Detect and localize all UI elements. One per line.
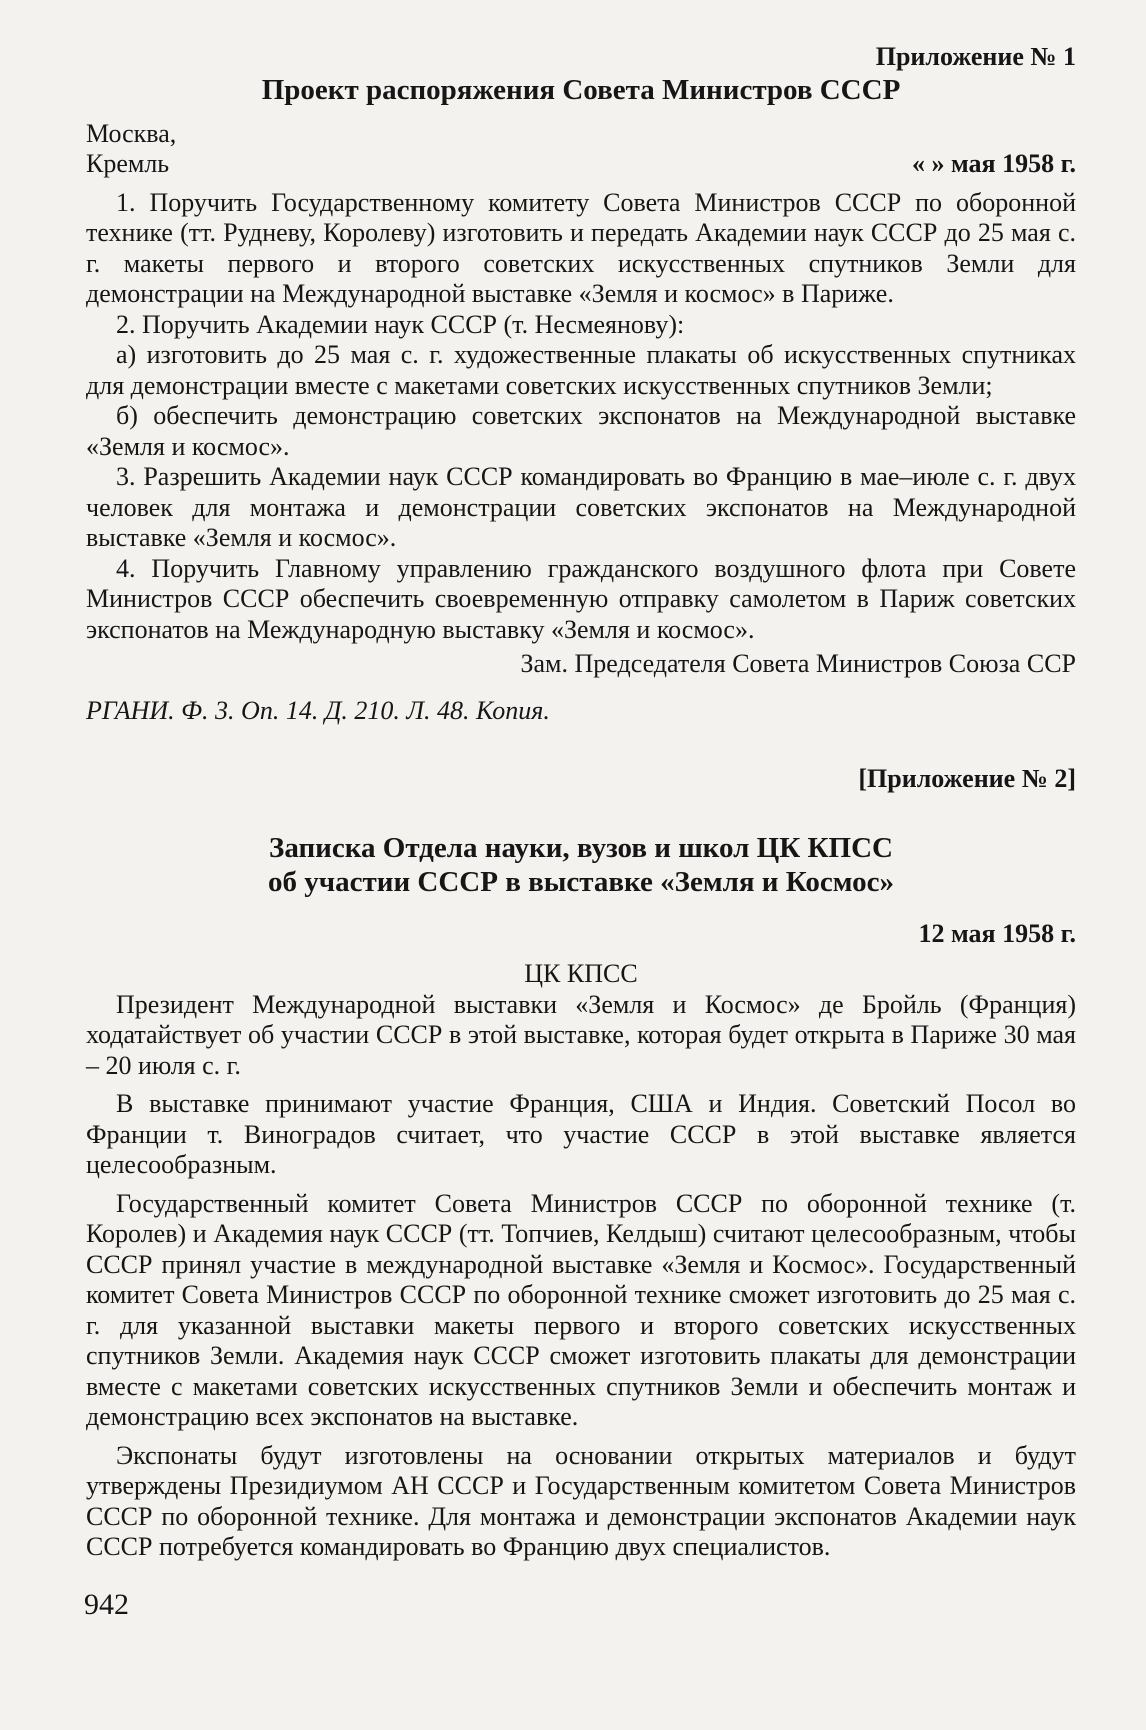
place-date-block xyxy=(86,119,1076,180)
place-line-1: Москва, xyxy=(86,118,177,148)
appendix-2-title-line-2: об участии СССР в выставке «Земля и Космос» xyxy=(268,865,894,898)
appendix-2-title-line-1: Записка Отдела науки, вузов и школ ЦК КПСС xyxy=(269,831,893,864)
note-paragraph-2: В выставке принимают участие Франция, США и Индия. Советский Посол во Франции т. Виноградов считает, что участие СССР в этой выставке является целесообразным. xyxy=(86,1089,1076,1179)
order-item-1: 1. Поручить Государственному комитету Совета Министров СССР по оборонной технике (тт. Рудневу, Королеву) изготовить и передать Академии наук СССР до 25 мая с. г. макеты первого и второго советских искусственных спутников Земли для демонстрации на Международной выставке «Земля и космос» в Париже. xyxy=(86,187,1076,308)
appendix-2-label: [Приложение № 2] xyxy=(858,764,1076,793)
order-item-2a: а) изготовить до 25 мая с. г. художественные плакаты об искусственных спутниках для демонстрации вместе с макетами советских искусственных спутников Земли; xyxy=(86,340,1076,400)
signature: Зам. Председателя Совета Министров Союза ССР xyxy=(520,649,1076,678)
note-paragraph-1: Президент Международной выставки «Земля и Космос» де Бройль (Франция) ходатайствует об участии СССР в этой выставке, которая будет открыта в Париже 30 мая – 20 июля с. г. xyxy=(86,989,1076,1080)
order-item-3: 3. Разрешить Академии наук СССР командировать во Францию в мае–июле с. г. двух человек для монтажа и демонстрации советских экспонатов на Международной выставке «Земля и космос». xyxy=(86,462,1076,552)
appendix-1-date: « » мая 1958 г. xyxy=(912,149,1076,178)
addressee: ЦК КПСС xyxy=(524,959,638,988)
archive-reference: РГАНИ. Ф. 3. Оп. 14. Д. 210. Л. 48. Копия. xyxy=(86,695,550,725)
order-item-2b: б) обеспечить демонстрацию советских экспонатов на Международной выставке «Земля и космос». xyxy=(86,401,1076,461)
appendix-2-title xyxy=(86,831,1076,899)
page-number: 942 xyxy=(84,1588,129,1621)
appendix-2-date: 12 мая 1958 г. xyxy=(918,918,1076,948)
appendix-1-label: Приложение № 1 xyxy=(875,42,1076,71)
order-item-2: 2. Поручить Академии наук СССР (т. Несмеянову): xyxy=(116,309,685,339)
note-paragraph-4: Экспонаты будут изготовлены на основании открытых материалов и будут утверждены Президиумом АН СССР и Государственным комитетом Совета Министров СССР по оборонной технике. Для монтажа и демонстрации экспонатов Академии наук СССР потребуется командировать во Францию двух специалистов. xyxy=(86,1440,1076,1561)
place-line-2: Кремль xyxy=(86,149,170,178)
document-page xyxy=(86,30,1076,1563)
appendix-1-title: Проект распоряжения Совета Министров СССР xyxy=(261,73,901,106)
note-paragraph-3: Государственный комитет Совета Министров СССР по оборонной технике (т. Королев) и Академия наук СССР (тт. Топчиев, Келдыш) считают целесообразным, чтобы СССР принял участие в международной выставке «Земля и Космос». Государственный комитет Совета Министров СССР по оборонной технике сможет изготовить до 25 мая с. г. для указанной выставки макеты первого и второго советских искусственных спутников Земли. Академия наук СССР сможет изготовить плакаты для демонстрации вместе с макетами советских искусственных спутников Земли и обеспечить монтаж и демонстрацию всех экспонатов на выставке. xyxy=(86,1188,1076,1431)
order-item-4: 4. Поручить Главному управлению гражданского воздушного флота при Совете Министров СССР обеспечить своевременную отправку самолетом в Париж советских экспонатов на Международную выставку «Земля и космос». xyxy=(86,553,1076,644)
